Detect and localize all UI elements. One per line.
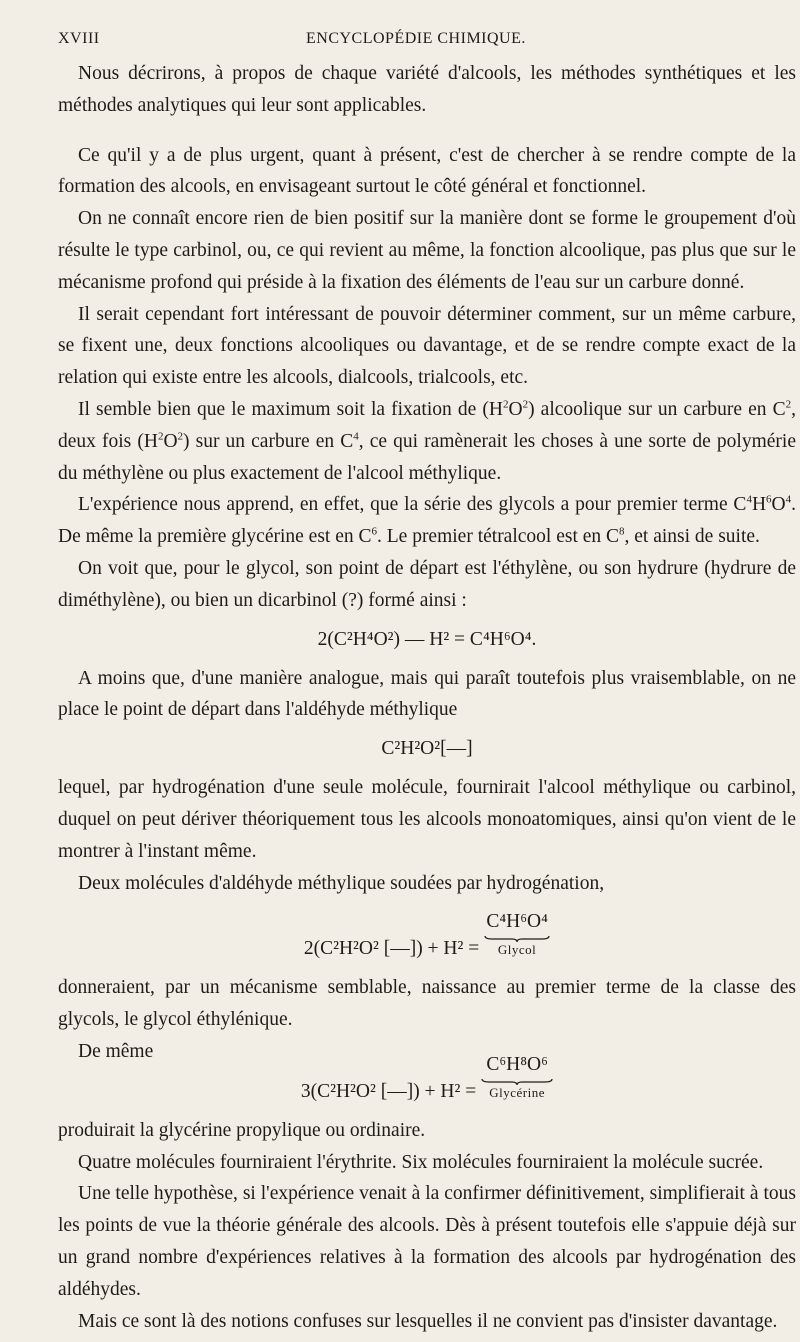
formula-left: 2(C²H²O² [—]) + H² = (303, 938, 480, 960)
superscript: 2 (157, 430, 164, 443)
superscript: 4 (746, 493, 752, 506)
paragraph: Deux molécules d'aldéhyde méthylique soudées par hydrogénation, (78, 872, 605, 894)
folio-number: XVIII (58, 30, 100, 47)
formula-label: Glycol (497, 942, 537, 958)
formula-right: C⁶H⁸O⁶ (486, 1053, 548, 1075)
text-run: ) alcoolique sur un carbure en C (528, 398, 786, 420)
paragraph: donneraient, par un mécanisme semblable, naissance au premier terme de la classe des glycols, le glycol éthylénique. (58, 977, 796, 1031)
paragraph: A moins que, d'une manière analogue, mais qui paraît toutefois plus vraisemblable, on ne place le point de départ dans l'aldéhyde méthylique (58, 667, 796, 721)
paragraph: lequel, par hydrogénation d'une seule molécule, fournirait l'alcool méthylique ou carbinol, duquel on peut dériver théoriquement tous les alcools monoatomiques, ainsi qu'on vient de le montrer à l'instant même. (58, 777, 796, 862)
text-run: O (771, 494, 786, 516)
body-text (58, 58, 796, 1337)
superscript: 2 (522, 398, 529, 411)
text-run: ) sur un carbure en C (183, 430, 354, 452)
text-run: H (751, 494, 767, 516)
formula-left: 3(C²H²O² [—]) + H² = (300, 1080, 477, 1102)
paragraph (58, 489, 796, 553)
text-run: . De même la première glycérine est en C (58, 494, 796, 548)
formula-glycerine (58, 1050, 796, 1107)
text-run: Il semble bien que le maximum soit la fixation de (H (78, 398, 503, 420)
superscript: 4 (785, 493, 792, 506)
text-run: O (163, 430, 178, 452)
superscript: 6 (766, 493, 772, 506)
formula-glycol (58, 907, 796, 964)
text-run: , deux fois (H (58, 398, 796, 452)
paragraph: Ce qu'il y a de plus urgent, quant à présent, c'est de chercher à se rendre compte de la formation des alcools, en envisageant surtout le côté général et fonctionnel. (58, 144, 796, 198)
formula-dicarbinol: 2(C²H⁴O²) — H² = C⁴H⁶O⁴. (317, 628, 537, 650)
superscript: 8 (619, 525, 625, 538)
formula-aldehyde: C²H²O²[—] (381, 738, 473, 760)
paragraph: Nous décrirons, à propos de chaque variété d'alcools, les méthodes synthétiques et les méthodes analytiques qui leur sont applicables. (58, 63, 796, 116)
paragraph: Il serait cependant fort intéressant de pouvoir déterminer comment, sur un même carbure, se fixent une, deux fonctions alcooliques ou davantage, et de se rendre compte exact de la relation qui existe entre les alcools, dialcools, trialcools, etc. (58, 303, 796, 389)
text-run: L'expérience nous apprend, en effet, que la série des glycols a pour premier terme C (78, 494, 747, 516)
paragraph (58, 394, 796, 489)
running-title: ENCYCLOPÉDIE CHIMIQUE. (306, 30, 526, 47)
superscript: 2 (502, 398, 509, 411)
formula-product (481, 1050, 553, 1100)
text-run: . Le premier tétralcool est en C (377, 526, 620, 548)
formula-product (484, 907, 550, 957)
text-run: , ce qui ramènerait les choses à une sorte de polymérie du méthylène ou plus exactement de l'alcool méthylique. (58, 430, 796, 484)
paragraph: Mais ce sont là des notions confuses sur lesquelles il ne convient pas d'insister davantage. (78, 1310, 778, 1332)
paragraph: On ne connaît encore rien de bien positif sur la manière dont se forme le groupement d'où résulte le type carbinol, ou, ce qui revient au même, la fonction alcoolique, pas plus que sur le mécanisme profond qui préside à la fixation des éléments de l'eau sur un carbure donné. (58, 208, 796, 293)
superscript: 6 (371, 525, 377, 538)
formula-right: C⁴H⁶O⁴ (486, 911, 548, 933)
paragraph: Quatre molécules fourniraient l'érythrite. Six molécules fourniraient la molécule sucrée. (78, 1151, 764, 1173)
superscript: 4 (353, 430, 359, 443)
paragraph: Une telle hypothèse, si l'expérience venait à la confirmer définitivement, simplifierait à tous les points de vue la théorie générale des alcools. Dès à présent toutefois elle s'appuie déjà sur un grand nombre d'expériences relatives à la formation des alcools par hydrogénation des aldéhydes. (58, 1183, 796, 1300)
formula-label: Glycérine (489, 1084, 545, 1100)
text-run: O (508, 398, 523, 420)
paragraph: On voit que, pour le glycol, son point de départ est l'éthylène, ou son hydrure (hydrure de diméthylène), ou bien un dicarbinol (?) formé ainsi : (58, 557, 796, 611)
text-run: , et ainsi de suite. (624, 526, 760, 548)
paragraph: produirait la glycérine propylique ou ordinaire. (58, 1119, 426, 1141)
paragraph: De même (78, 1040, 154, 1062)
superscript: 2 (177, 430, 184, 443)
superscript: 2 (785, 398, 792, 411)
